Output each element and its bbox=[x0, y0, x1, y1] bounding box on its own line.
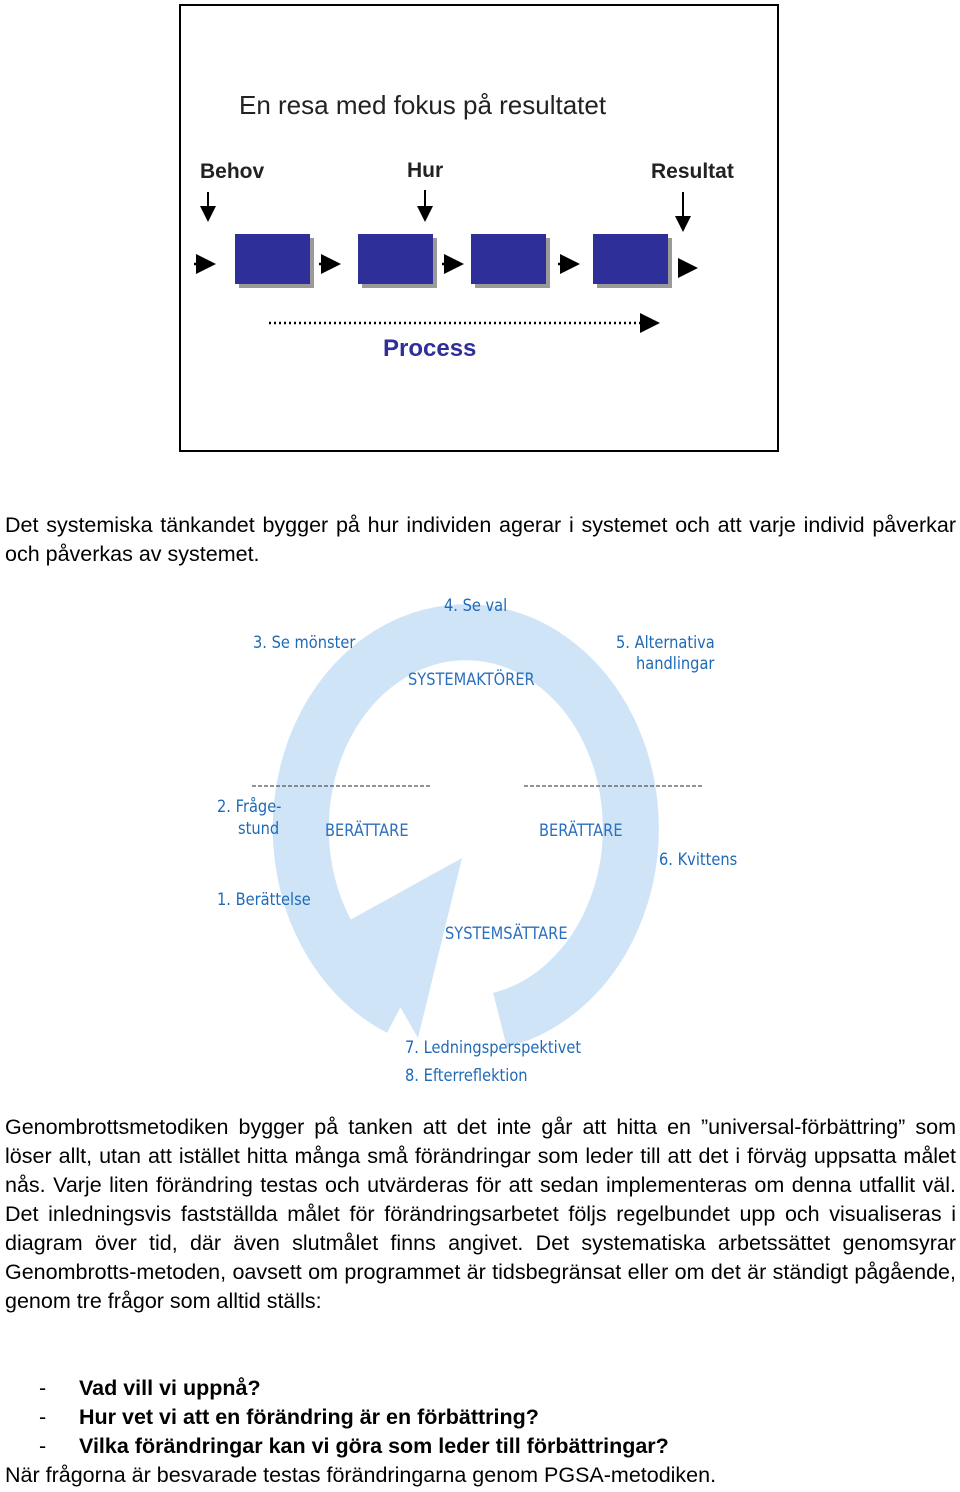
stage-6-label: 6. Kvittens bbox=[659, 850, 738, 870]
stage-7-label: 7. Ledningsperspektivet bbox=[405, 1038, 582, 1058]
question-text: Vad vill vi uppnå? bbox=[79, 1376, 261, 1400]
role-systemaktorer: SYSTEMAKTÖRER bbox=[408, 670, 535, 690]
label-process: Process bbox=[383, 335, 477, 362]
closing-sentence: När frågorna är besvarade testas förändringarna genom PGSA-metodiken. bbox=[5, 1463, 717, 1487]
process-arrows bbox=[181, 6, 777, 450]
role-systemsattare: SYSTEMSÄTTARE bbox=[445, 924, 568, 944]
role-berattare-right: BERÄTTARE bbox=[539, 821, 623, 841]
cycle-diagram bbox=[200, 590, 780, 1090]
paragraph-systemic-thinking: Det systemiska tänkandet bygger på hur individen agerar i systemet och att varje individ påverkar och påverkas av systemet. bbox=[5, 513, 956, 566]
stage-2-label: 2. Fråge- bbox=[217, 797, 282, 817]
label-behov: Behov bbox=[200, 160, 265, 183]
paragraph-genombrott: Genombrottsmetodiken bygger på tanken att det inte går att hitta en ”universal-förbättring” som löser allt, utan att istället hitta många små förändringar som leder till att det i förväg uppsatta målet nås. Varje liten förändring testas och utvärderas för att sedan implementeras om denna utfallit väl. Det inledningsvis fastställda målet för förändringsarbetet följs regelbundet upp och visualiseras i diagram över tid, där även slutmålet finns angivet. Det systematiska arbetssättet genomsyrar Genombrotts-metoden, oavsett om programmet är tidsbegränsat eller om det är ständigt pågående, genom tre frågor som alltid ställs: bbox=[5, 1115, 956, 1313]
list-item: - Vilka förändringar kan vi göra som leder till förbättringar? bbox=[39, 1434, 669, 1458]
stage-4-label: 4. Se val bbox=[444, 596, 508, 616]
list-item: - Vad vill vi uppnå? bbox=[39, 1376, 261, 1400]
process-step-box bbox=[593, 234, 668, 284]
figure-title: En resa med fokus på resultatet bbox=[239, 90, 607, 120]
label-hur: Hur bbox=[407, 159, 444, 182]
question-text: Hur vet vi att en förändring är en förbättring? bbox=[79, 1405, 539, 1429]
stage-5-label: 5. Alternativa bbox=[616, 633, 715, 653]
label-resultat: Resultat bbox=[651, 160, 734, 183]
stage-2-label-cont: stund bbox=[238, 819, 280, 839]
question-text: Vilka förändringar kan vi göra som leder till förbättringar? bbox=[79, 1434, 669, 1458]
role-berattare-left: BERÄTTARE bbox=[325, 821, 409, 841]
stage-5-label-cont: handlingar bbox=[636, 654, 715, 674]
process-step-box bbox=[358, 234, 433, 284]
process-step-box bbox=[471, 234, 546, 284]
question-list bbox=[5, 1374, 955, 1461]
stage-3-label: 3. Se mönster bbox=[253, 633, 356, 653]
process-figure bbox=[179, 4, 779, 452]
stage-8-label: 8. Efterreflektion bbox=[405, 1066, 528, 1086]
list-item: - Hur vet vi att en förändring är en förbättring? bbox=[39, 1405, 539, 1429]
stage-1-label: 1. Berättelse bbox=[217, 890, 311, 910]
process-step-box bbox=[235, 234, 310, 284]
